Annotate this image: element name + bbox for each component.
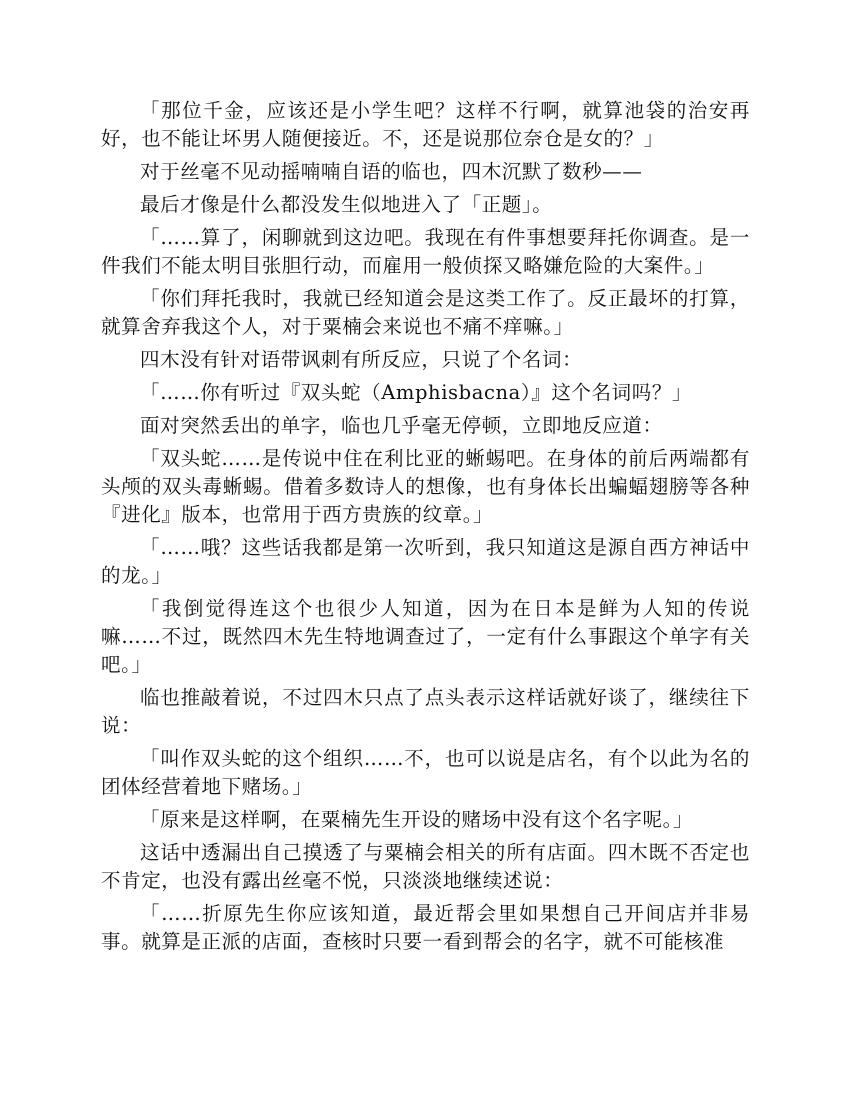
paragraph-14: 「原来是这样啊，在粟楠先生开设的赌场中没有这个名字呢。」 [140,808,694,831]
paragraph-12: 临也推敲着说，不过四木只点了点头表示这样话就好谈了，继续往下说： [101,686,750,737]
paragraph-6: 四木没有针对语带讽刺有所反应，只说了个名词： [140,348,583,371]
paragraph-1: 「那位千金，应该还是小学生吧？这样不行啊，就算池袋的治安再好，也不能让坏男人随便接近。不，还是说那位奈仓是女的？」 [101,99,750,150]
paragraph-9: 「双头蛇……是传说中住在利比亚的蜥蜴吧。在身体的前后两端都有头颅的双头毒蜥蜴。借着多数诗人的想像，也有身体长出蝙蝠翅膀等各种『进化』版本，也常用于西方贵族的纹章。」 [101,447,750,526]
paragraph-8: 面对突然丢出的单字，临也几乎毫无停顿，立即地反应道： [140,414,663,437]
paragraph-3: 最后才像是什么都没发生似地进入了「正题」。 [140,193,553,216]
paragraph-5: 「你们拜托我时，我就已经知道会是这类工作了。反正最坏的打算，就算舍弃我这个人，对于粟楠会来说也不痛不痒嘛。」 [101,287,750,338]
body-text [101,97,750,961]
paragraph-11: 「我倒觉得连这个也很少人知道，因为在日本是鲜为人知的传说嘛……不过，既然四木先生特地调查过了，一定有什么事跟这个单字有关吧。」 [101,597,750,676]
paragraph-2: 对于丝毫不见动摇喃喃自语的临也，四木沉默了数秒—— [140,160,643,183]
paragraph-16: 「……折原先生你应该知道，最近帮会里如果想自己开间店并非易事。就算是正派的店面，查核时只要一看到帮会的名字，就不可能核准 [101,902,750,953]
paragraph-4: 「……算了，闲聊就到这边吧。我现在有件事想要拜托你调查。是一件我们不能太明目张胆行动，而雇用一般侦探又略嫌危险的大案件。」 [101,226,750,277]
paragraph-7: 「……你有听过『双头蛇（Amphisbacna）』这个名词吗？」 [140,381,693,404]
paragraph-10: 「……哦？这些话我都是第一次听到，我只知道这是源自西方神话中的龙。」 [101,536,750,587]
paragraph-15: 这话中透漏出自己摸透了与粟楠会相关的所有店面。四木既不否定也不肯定，也没有露出丝毫不悦，只淡淡地继续述说： [101,841,750,892]
paragraph-13: 「叫作双头蛇的这个组织……不，也可以说是店名，有个以此为名的团体经营着地下赌场。」 [101,747,750,798]
